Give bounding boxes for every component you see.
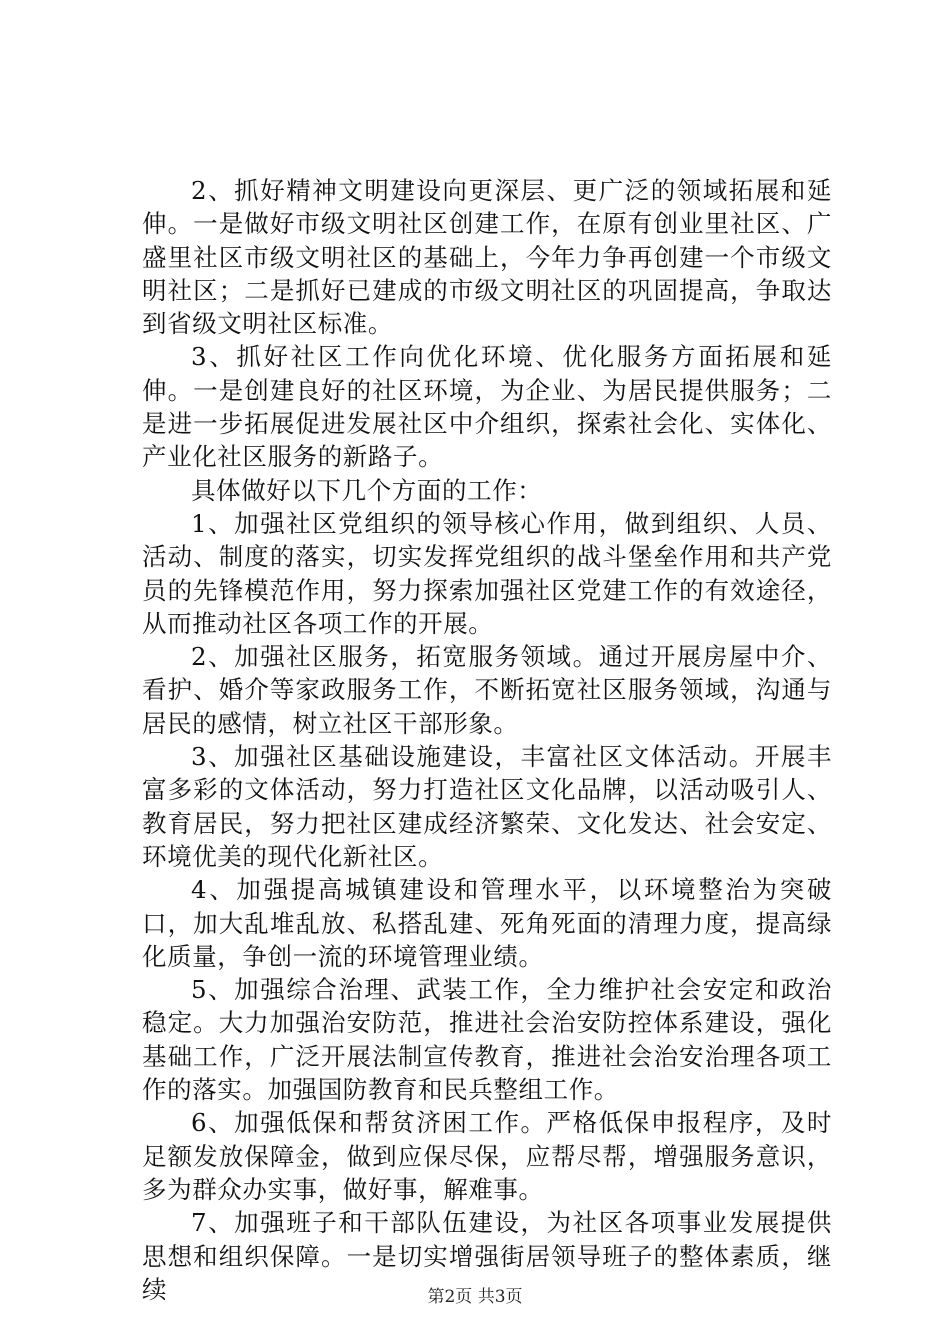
paragraph-team-building: 7、加强班子和干部队伍建设，为社区各项事业发展提供思想和组织保障。一是切实增强街居领导班子的整体素质，继续 [142,1208,832,1304]
paragraph-infrastructure-culture: 3、加强社区基础设施建设，丰富社区文体活动。开展丰富多彩的文体活动，努力打造社区文化品牌，以活动吸引人、教育居民，努力把社区建成经济繁荣、文化发达、社会安定、环境优美的现代化新社区。 [142,742,832,871]
paragraph-comprehensive-governance: 5、加强综合治理、武装工作，全力维护社会安定和政治稳定。大力加强治安防范，推进社会治安防控体系建设，强化基础工作，广泛开展法制宣传教育，推进社会治安治理各项工作的落实。加强国防教育和民兵整组工作。 [142,975,832,1105]
page-number-footer: 第2页 共3页 [427,1287,523,1307]
paragraph-community-environment: 3、抓好社区工作向优化环境、优化服务方面拓展和延伸。一是创建良好的社区环境，为企业、为居民提供服务；二是进一步拓展促进发展社区中介组织，探索社会化、实体化、产业化社区服务的新路子。 [142,342,832,472]
paragraph-community-service: 2、加强社区服务，拓宽服务领域。通过开展房屋中介、看护、婚介等家政服务工作，不断拓宽社区服务领域，沟通与居民的感情，树立社区干部形象。 [142,642,832,738]
paragraph-spiritual-civilization: 2、抓好精神文明建设向更深层、更广泛的领域拓展和延伸。一是做好市级文明社区创建工作，在原有创业里社区、广盛里社区市级文明社区的基础上，今年力争再创建一个市级文明社区；二是抓好已建成的市级文明社区的巩固提高，争取达到省级文明社区标准。 [142,176,832,339]
document-body [142,174,832,1306]
paragraph-party-organization: 1、加强社区党组织的领导核心作用，做到组织、人员、活动、制度的落实，切实发挥党组织的战斗堡垒作用和共产党员的先锋模范作用，努力探索加强社区党建工作的有效途径，从而推动社区各项工作的开展。 [142,508,832,638]
paragraph-specific-work-intro: 具体做好以下几个方面的工作： [191,475,543,505]
paragraph-minimum-living-security: 6、加强低保和帮贫济困工作。严格低保申报程序，及时足额发放保障金，做到应保尽保，应帮尽帮，增强服务意识，多为群众办实事，做好事，解难事。 [142,1108,832,1204]
paragraph-town-construction: 4、加强提高城镇建设和管理水平，以环境整治为突破口，加大乱堆乱放、私搭乱建、死角死面的清理力度，提高绿化质量，争创一流的环境管理业绩。 [142,875,832,971]
